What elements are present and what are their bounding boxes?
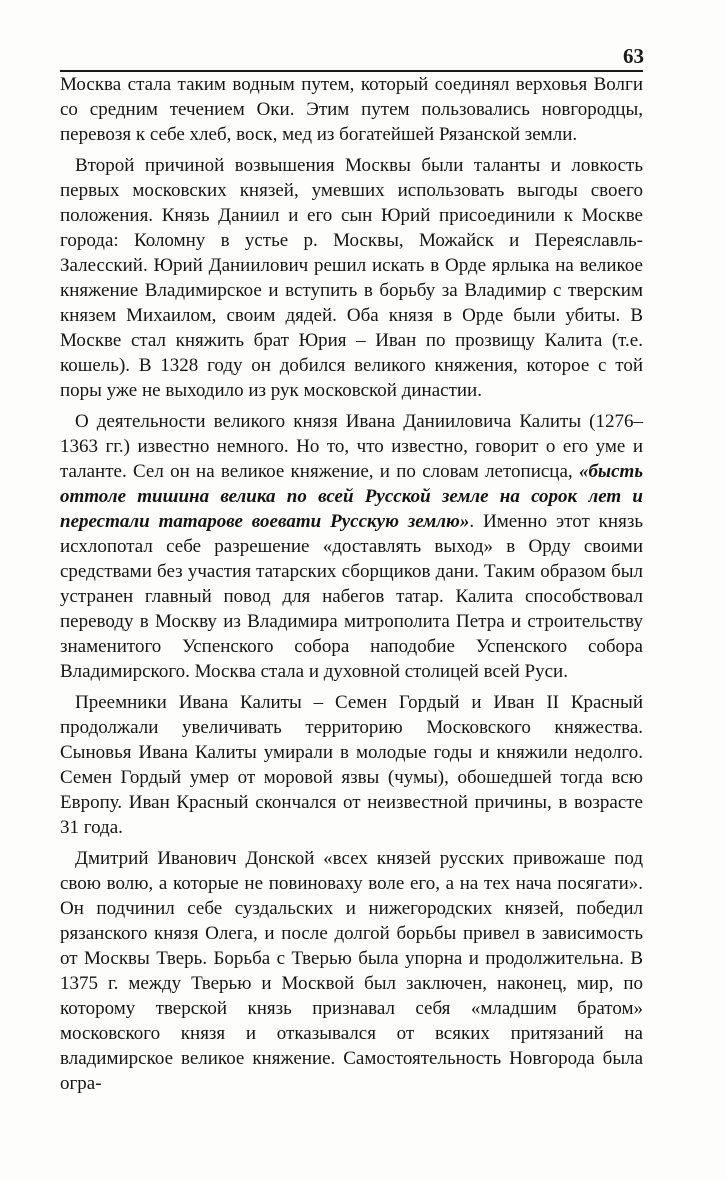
- chronicle-quote: «бысть оттоле тишина велика по всей Русской земле на сорок лет и перестали татарове воевати Русскую землю»: [60, 461, 643, 532]
- paragraph-2: Второй причиной возвышения Москвы были таланты и ловкость первых московских князей, умевших использовать выгоды своего положения. Князь Даниил и его сын Юрий присоединили к Москве города: Коломну в устье р. Москвы, Можайск и Переяславль-Залесский. Юрий Даниилович решил искать в Орде ярлыка на великое княжение Владимирское и вступить в борьбу за Владимир с тверским князем Михаилом, своим дядей. Оба князя в Орде были убиты. В Москве стал княжить брат Юрия – Иван по прозвищу Калита (т.е. кошель). В 1328 году он добился великого княжения, которое с той поры уже не выходило из рук московской династии.: [60, 155, 643, 401]
- paragraph-1: Москва стала таким водным путем, который соединял верховья Волги со средним течением Оки. Этим путем пользовались новгородцы, перевозя к себе хлеб, воск, мед из богатейшей Рязанской земли.: [60, 74, 643, 145]
- paragraph-3: [60, 409, 643, 684]
- page-number: 63: [623, 44, 644, 68]
- paragraph-3-intro: О деятельности великого князя Ивана Данииловича Калиты (1276–1363 гг.) известно немного. Но то, что известно, говорит о его уме и таланте. Сел он на великое княжение, и по словам летописца,: [60, 411, 643, 482]
- body-text: [60, 72, 643, 1102]
- paragraph-4: Преемники Ивана Калиты – Семен Гордый и Иван II Красный продолжали увеличивать территорию Московского княжества. Сыновья Ивана Калиты умирали в молодые годы и княжили недолго. Семен Гордый умер от моровой язвы (чумы), обошедшей тогда всю Европу. Иван Красный скончался от неизвестной причины, в возрасте 31 года.: [60, 692, 643, 838]
- paragraph-3-rest: . Именно этот князь исхлопотал себе разрешение «доставлять выход» в Орду своими средствами без участия татарских сборщиков дани. Таким образом был устранен главный повод для набегов татар. Калита способствовал переводу в Москву из Владимира митрополита Петра и строительству знаменитого Успенского собора наподобие Успенского собора Владимирского. Москва стала и духовной столицей всей Руси.: [60, 511, 643, 682]
- paragraph-5: Дмитрий Иванович Донской «всех князей русских привожаше под свою волю, а которые не повиноваху воле его, а на тех нача посягати». Он подчинил себе суздальских и нижегородских князей, победил рязанского князя Олега, и после долгой борьбы привел в зависимость от Москвы Тверь. Борьба с Тверью была упорна и продолжительна. В 1375 г. между Тверью и Москвой был заключен, наконец, мир, по которому тверской князь признавал себя «младшим братом» московского князя и отказывался от всяких притязаний на владимирское великое княжение. Самостоятельность Новгорода была огра-: [60, 848, 643, 1094]
